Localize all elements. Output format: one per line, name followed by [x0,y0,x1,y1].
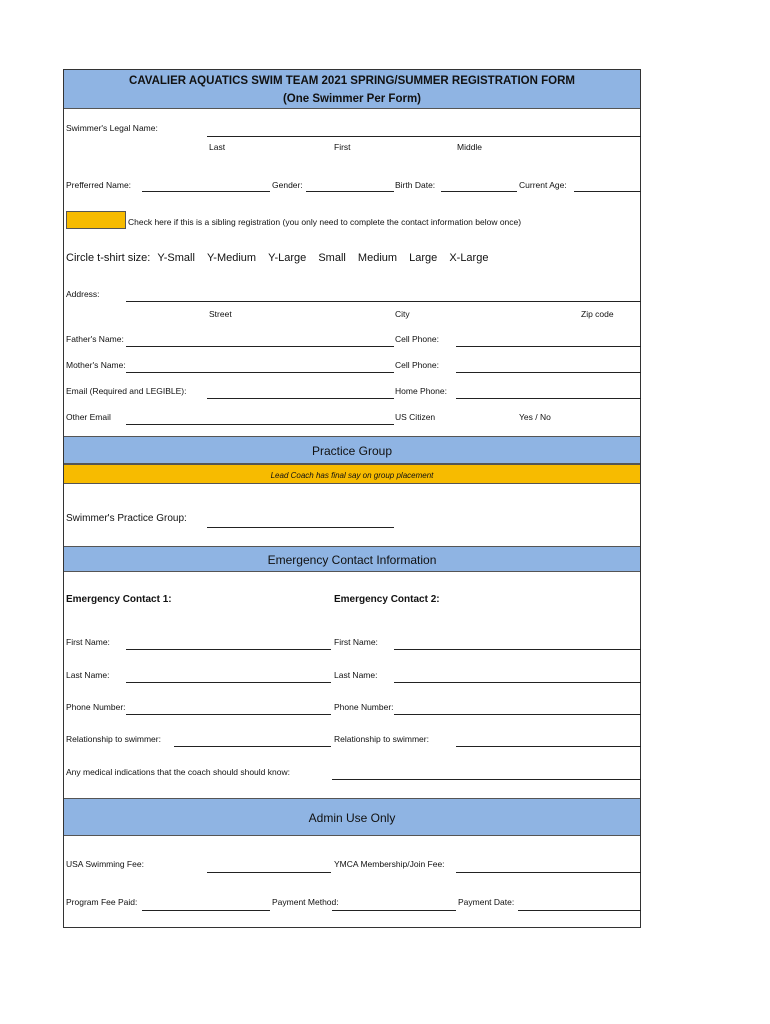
other-email-label: Other Email [66,412,111,422]
ymca-fee-line[interactable] [456,872,641,873]
ec2-phone-label: Phone Number: [334,702,394,712]
ec1-phone-label: Phone Number: [66,702,126,712]
mother-name-line[interactable] [126,372,394,373]
middle-label: Middle [457,142,483,152]
ec2-last-name-label: Last Name: [334,670,378,680]
usa-fee-line[interactable] [207,872,331,873]
father-name-line[interactable] [126,346,394,347]
last-label: Last [209,142,226,152]
legal-name-line[interactable] [207,136,641,137]
ec2-first-name-label: First Name: [334,637,378,647]
father-name-label: Father's Name: [66,334,124,344]
registration-form [63,69,641,928]
home-phone-label: Home Phone: [395,386,447,396]
practice-note: Lead Coach has final say on group placement [270,471,434,480]
practice-group-label: Swimmer's Practice Group: [66,513,187,524]
birth-date-line[interactable] [441,191,517,192]
tshirt-size-medium[interactable]: Medium [357,252,398,264]
emergency-contact-1-title: Emergency Contact 1: [66,594,172,605]
address-line[interactable] [126,301,641,302]
emergency-band [64,546,640,572]
current-age-line[interactable] [574,191,641,192]
ec1-phone-line[interactable] [126,714,331,715]
birth-date-label: Birth Date: [395,180,436,190]
preferred-name-line[interactable] [142,191,270,192]
us-citizen-label: US Citizen [395,412,436,422]
admin-band [64,798,640,836]
ec1-first-name-line[interactable] [126,649,331,650]
ec2-last-name-line[interactable] [394,682,641,683]
program-fee-line[interactable] [142,910,270,911]
practice-note-band [64,464,640,484]
legal-name-label: Swimmer's Legal Name: [66,123,158,133]
payment-method-label: Payment Method: [272,897,339,907]
program-fee-label: Program Fee Paid: [66,897,138,907]
medical-label: Any medical indications that the coach should should know: [66,767,290,777]
sibling-text: Check here if this is a sibling registration (you only need to complete the contact information below once) [128,217,522,227]
form-title: CAVALIER AQUATICS SWIM TEAM 2021 SPRING/SUMMER REGISTRATION FORM [129,75,575,87]
tshirt-label: Circle t-shirt size: [66,252,151,264]
other-email-line[interactable] [126,424,394,425]
emergency-contact-2-title: Emergency Contact 2: [334,594,440,605]
practice-group-header: Practice Group [311,444,393,458]
tshirt-size-large[interactable]: Large [409,252,438,264]
mother-cell-line[interactable] [456,372,641,373]
email-line[interactable] [207,398,394,399]
mother-name-label: Mother's Name: [66,360,126,370]
ec2-phone-line[interactable] [394,714,641,715]
title-band [64,70,640,109]
sibling-checkbox[interactable] [66,211,126,229]
us-citizen-yes-no[interactable]: Yes / No [519,412,551,422]
address-label: Address: [66,289,100,299]
zip-label: Zip code [581,309,614,319]
tshirt-row [66,251,488,265]
preferred-name-label: Prefferred Name: [66,180,132,190]
tshirt-size-xlarge[interactable]: X-Large [449,252,489,264]
payment-date-label: Payment Date: [458,897,515,907]
payment-method-line[interactable] [332,910,456,911]
emergency-header: Emergency Contact Information [267,553,437,567]
tshirt-size-ylarge[interactable]: Y-Large [268,252,307,264]
mother-cell-label: Cell Phone: [395,360,439,370]
gender-label: Gender: [272,180,303,190]
street-label: Street [209,309,232,319]
home-phone-line[interactable] [456,398,641,399]
father-cell-line[interactable] [456,346,641,347]
medical-line[interactable] [332,779,641,780]
admin-header: Admin Use Only [308,811,396,825]
ymca-fee-label: YMCA Membership/Join Fee: [334,859,445,869]
tshirt-size-ysmall[interactable]: Y-Small [157,252,195,264]
current-age-label: Current Age: [519,180,567,190]
ec1-relationship-label: Relationship to swimmer: [66,734,161,744]
first-label: First [334,142,351,152]
form-subtitle: (One Swimmer Per Form) [282,93,422,105]
ec1-relationship-line[interactable] [174,746,331,747]
email-label: Email (Required and LEGIBLE): [66,386,187,396]
city-label: City [395,309,410,319]
tshirt-size-small[interactable]: Small [318,252,346,264]
tshirt-size-ymedium[interactable]: Y-Medium [206,252,257,264]
usa-fee-label: USA Swimming Fee: [66,859,144,869]
ec1-last-name-line[interactable] [126,682,331,683]
gender-line[interactable] [306,191,394,192]
ec1-last-name-label: Last Name: [66,670,110,680]
ec1-first-name-label: First Name: [66,637,110,647]
practice-group-band [64,436,640,464]
ec2-relationship-label: Relationship to swimmer: [334,734,429,744]
practice-group-line[interactable] [207,527,394,528]
payment-date-line[interactable] [518,910,641,911]
ec2-relationship-line[interactable] [456,746,641,747]
ec2-first-name-line[interactable] [394,649,641,650]
father-cell-label: Cell Phone: [395,334,439,344]
